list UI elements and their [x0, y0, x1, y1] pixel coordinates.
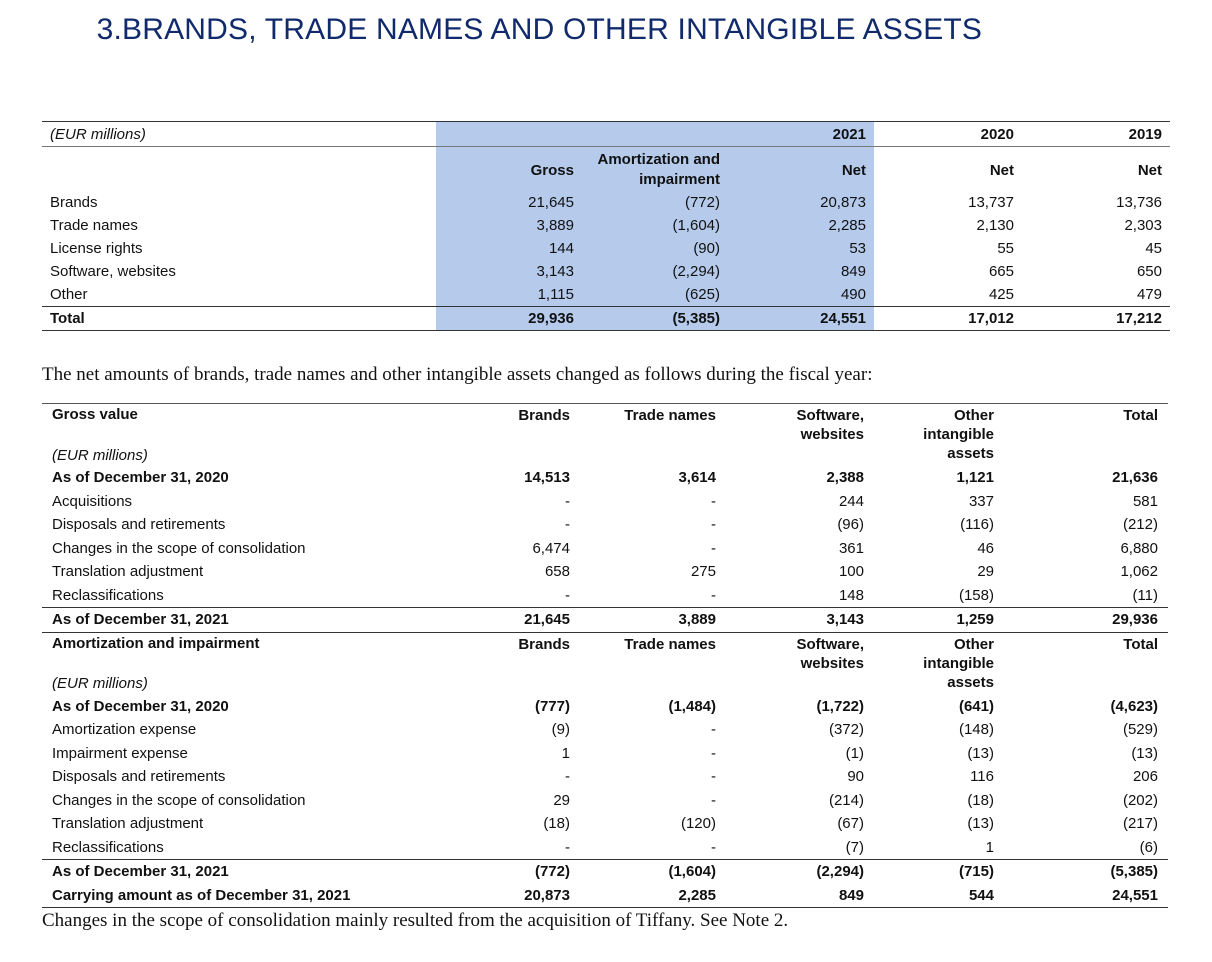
software-value: (1,722) — [816, 697, 864, 715]
row-label: Reclassifications — [52, 838, 164, 856]
net-2021-value: 2,285 — [728, 214, 874, 237]
gross-closing-row — [42, 608, 1168, 633]
row-label: Total — [42, 307, 436, 331]
total-value: 21,636 — [1112, 469, 1158, 487]
table-row — [42, 466, 1168, 490]
row-label: Software, websites — [50, 263, 176, 280]
other-header-line1: Other — [953, 635, 994, 653]
trade-names-value: - — [711, 539, 716, 557]
net-2019-value: 17,212 — [1022, 307, 1170, 331]
other-value: (13) — [967, 815, 994, 833]
total-value: (13) — [1131, 744, 1158, 762]
other-header-line2: intangible — [923, 426, 994, 443]
gross-value: 29,936 — [436, 307, 582, 331]
amortization-value: (772) — [582, 191, 728, 214]
trade-names-value: - — [711, 791, 716, 809]
total-value: (529) — [1122, 721, 1158, 739]
total-value: 6,880 — [1120, 539, 1158, 557]
gross-value: 3,889 — [436, 214, 582, 237]
trade-names-value: - — [711, 768, 716, 786]
software-header — [726, 404, 874, 445]
trade-names-value: 3,889 — [580, 608, 726, 633]
brands-header: Brands — [460, 404, 580, 445]
row-label: Trade names — [50, 217, 138, 234]
table-row — [42, 191, 1170, 214]
row-label: Impairment expense — [52, 744, 188, 762]
total-value: (202) — [1122, 791, 1158, 809]
section-label: Amortization and impairment — [52, 634, 260, 652]
table-row — [42, 490, 1168, 514]
total-value: (6) — [1139, 838, 1158, 856]
table-row — [42, 537, 1168, 561]
table-row — [42, 789, 1168, 813]
brands-value: 20,873 — [524, 886, 570, 904]
other-value: 116 — [970, 768, 994, 786]
gross-value: 21,645 — [436, 191, 582, 214]
amortization-value: (1,604) — [582, 214, 728, 237]
software-value: 100 — [838, 563, 864, 581]
table-row — [42, 812, 1168, 836]
amortization-value: (5,385) — [582, 307, 728, 331]
row-label: As of December 31, 2021 — [42, 608, 460, 633]
trade-names-value: 275 — [690, 563, 716, 581]
net-2019-value: 13,736 — [1116, 194, 1162, 211]
table-row — [42, 718, 1168, 742]
amortization-header-line1: Amortization and — [597, 151, 720, 168]
other-header — [874, 632, 1004, 695]
other-header-line2: intangible — [923, 654, 994, 672]
other-value: 544 — [968, 886, 994, 904]
software-value: 90 — [847, 768, 864, 786]
total-value: (11) — [1132, 586, 1158, 604]
other-value: 1,259 — [874, 608, 1004, 633]
carrying-amount-row — [42, 884, 1168, 908]
gross-value: 3,143 — [436, 260, 582, 283]
brands-value: 14,513 — [524, 469, 570, 487]
amortization-header — [582, 147, 728, 192]
intro-paragraph: The net amounts of brands, trade names and other intangible assets changed as follows during the fiscal year: — [42, 364, 873, 385]
units-label: (EUR millions) — [52, 446, 148, 464]
total-value: 581 — [1132, 492, 1158, 510]
brands-value: 29 — [553, 791, 570, 809]
brands-value: 21,645 — [460, 608, 580, 633]
amortization-header-line2: impairment — [639, 171, 720, 188]
trade-names-value: - — [711, 838, 716, 856]
table-row — [42, 513, 1168, 537]
software-value: (1) — [845, 744, 864, 762]
trade-names-value: (120) — [680, 815, 716, 833]
net-2020-value: 55 — [997, 240, 1014, 257]
row-label: As of December 31, 2021 — [52, 863, 229, 881]
software-value: (7) — [845, 838, 864, 856]
brands-value: - — [565, 492, 570, 510]
software-value: 2,388 — [826, 469, 864, 487]
row-label: Carrying amount as of December 31, 2021 — [52, 886, 351, 904]
gross-section-header — [42, 404, 1168, 445]
total-value: (5,385) — [1110, 863, 1158, 881]
total-row — [42, 307, 1170, 331]
software-value: 361 — [838, 539, 864, 557]
gross-header: Gross — [436, 147, 582, 192]
brands-value: (777) — [534, 697, 570, 715]
net-2019-value: 2,303 — [1124, 217, 1162, 234]
table-row — [42, 560, 1168, 584]
row-label: Disposals and retirements — [52, 768, 226, 786]
table-row — [42, 836, 1168, 860]
total-header: Total — [1123, 635, 1158, 653]
software-value: (96) — [837, 516, 864, 534]
brands-value: 6,474 — [532, 539, 570, 557]
other-value: (148) — [958, 721, 994, 739]
table-row — [42, 695, 1168, 719]
software-header-line1: Software, — [796, 635, 864, 653]
table-row — [42, 765, 1168, 789]
brands-value: - — [565, 516, 570, 534]
gross-value: 1,115 — [436, 283, 582, 307]
row-label: Brands — [50, 194, 98, 211]
total-value: 1,062 — [1120, 563, 1158, 581]
other-value: 1 — [985, 838, 994, 856]
row-label: Changes in the scope of consolidation — [52, 791, 306, 809]
net-2021-value: 24,551 — [728, 307, 874, 331]
row-label: Disposals and retirements — [52, 516, 226, 534]
other-value: 46 — [977, 539, 994, 557]
summary-table — [42, 121, 1170, 331]
brands-header: Brands — [518, 635, 570, 653]
brands-value: (9) — [551, 721, 570, 739]
year-2019: 2019 — [1022, 122, 1170, 147]
total-value: (217) — [1122, 815, 1158, 833]
row-label: License rights — [50, 240, 143, 257]
table-row — [42, 283, 1170, 307]
brands-value: - — [565, 586, 570, 604]
summary-rows — [42, 191, 1170, 331]
other-value: (158) — [958, 586, 994, 604]
net-2019-value: 45 — [1145, 240, 1162, 257]
net-2020-value: 425 — [988, 286, 1014, 303]
trade-names-value: - — [711, 516, 716, 534]
trade-names-header: Trade names — [580, 404, 726, 445]
amortization-closing-row — [42, 860, 1168, 884]
software-header-line1: Software, — [796, 407, 864, 424]
row-label: Translation adjustment — [52, 563, 204, 581]
units-label: (EUR millions) — [42, 122, 436, 147]
software-header-line2: websites — [800, 426, 864, 443]
brands-value: (18) — [543, 815, 570, 833]
table-row — [42, 260, 1170, 283]
other-value: 29 — [977, 563, 994, 581]
brands-value: - — [565, 838, 570, 856]
net-2021-value: 20,873 — [728, 191, 874, 214]
other-value: 1,121 — [956, 469, 994, 487]
summary-column-header-row — [42, 147, 1170, 192]
net-2019-value: 650 — [1136, 263, 1162, 280]
software-value: (214) — [828, 791, 864, 809]
total-header: Total — [1004, 404, 1168, 445]
trade-names-value: - — [711, 492, 716, 510]
brands-value: 1 — [561, 744, 570, 762]
footnote: Changes in the scope of consolidation mainly resulted from the acquisition of Tiffany. See Note 2. — [42, 910, 789, 931]
other-value: (116) — [960, 516, 994, 534]
other-value: 337 — [968, 492, 994, 510]
net-2019-value: 479 — [1136, 286, 1162, 303]
software-header — [726, 632, 874, 673]
trade-names-value: 3,614 — [678, 469, 716, 487]
other-value: (715) — [958, 863, 994, 881]
trade-names-value: - — [711, 721, 716, 739]
trade-names-value: (1,604) — [668, 863, 716, 881]
row-label: As of December 31, 2020 — [52, 469, 229, 487]
other-header-line3: assets — [947, 673, 994, 691]
total-value: 206 — [1132, 768, 1158, 786]
year-2021: 2021 — [728, 122, 874, 147]
brands-value: - — [565, 768, 570, 786]
net-2020-value: 665 — [988, 263, 1014, 280]
trade-names-value: - — [711, 586, 716, 604]
row-label: Reclassifications — [52, 586, 164, 604]
row-label: Other — [50, 286, 88, 303]
movement-table — [42, 403, 1168, 908]
software-value: 3,143 — [726, 608, 874, 633]
brands-value: 658 — [544, 563, 570, 581]
units-label: (EUR millions) — [52, 675, 148, 692]
total-value: 24,551 — [1112, 886, 1158, 904]
other-header-line3: assets — [947, 445, 994, 462]
row-label: Amortization expense — [52, 721, 197, 739]
net-2021-value: 849 — [728, 260, 874, 283]
software-value: (2,294) — [816, 863, 864, 881]
amortization-value: (90) — [582, 237, 728, 260]
total-value: 29,936 — [1004, 608, 1168, 633]
section-title: BRANDS, TRADE NAMES AND OTHER INTANGIBLE ASSETS — [122, 13, 983, 46]
total-value: (212) — [1122, 516, 1158, 534]
section-label: Gross value — [42, 404, 460, 445]
other-value: (13) — [967, 744, 994, 762]
amortization-value: (625) — [582, 283, 728, 307]
software-value: (372) — [828, 721, 864, 739]
software-value: 148 — [838, 586, 864, 604]
net-2021-value: 490 — [728, 283, 874, 307]
table-row — [42, 742, 1168, 766]
brands-value: (772) — [534, 863, 570, 881]
year-2020: 2020 — [874, 122, 1022, 147]
amortization-section-header — [42, 632, 1168, 673]
net-2020-value: 13,737 — [968, 194, 1014, 211]
software-header-line2: websites — [800, 654, 864, 672]
other-value: (641) — [958, 697, 994, 715]
net-2021-header: Net — [728, 147, 874, 192]
net-2020-value: 17,012 — [874, 307, 1022, 331]
net-2020-header: Net — [989, 161, 1014, 179]
gross-value: 144 — [436, 237, 582, 260]
table-row — [42, 214, 1170, 237]
section-number: 3. — [96, 13, 122, 46]
other-value: (18) — [967, 791, 994, 809]
software-value: (67) — [837, 815, 864, 833]
other-header-line1: Other — [953, 407, 994, 424]
trade-names-value: (1,484) — [668, 697, 716, 715]
net-2021-value: 53 — [728, 237, 874, 260]
software-value: 849 — [838, 886, 864, 904]
summary-year-header-row — [42, 122, 1170, 147]
row-label: Translation adjustment — [52, 815, 204, 833]
trade-names-value: 2,285 — [678, 886, 716, 904]
table-row — [42, 237, 1170, 260]
table-row — [42, 584, 1168, 608]
software-value: 244 — [838, 492, 864, 510]
amortization-value: (2,294) — [582, 260, 728, 283]
section-heading — [42, 10, 982, 50]
row-label: Acquisitions — [52, 492, 133, 510]
net-2020-value: 2,130 — [976, 217, 1014, 234]
trade-names-header: Trade names — [624, 635, 716, 653]
trade-names-value: - — [711, 744, 716, 762]
other-header — [874, 404, 1004, 467]
row-label: Changes in the scope of consolidation — [52, 539, 306, 557]
net-2019-header: Net — [1137, 161, 1162, 179]
total-value: (4,623) — [1110, 697, 1158, 715]
row-label: As of December 31, 2020 — [52, 697, 229, 715]
